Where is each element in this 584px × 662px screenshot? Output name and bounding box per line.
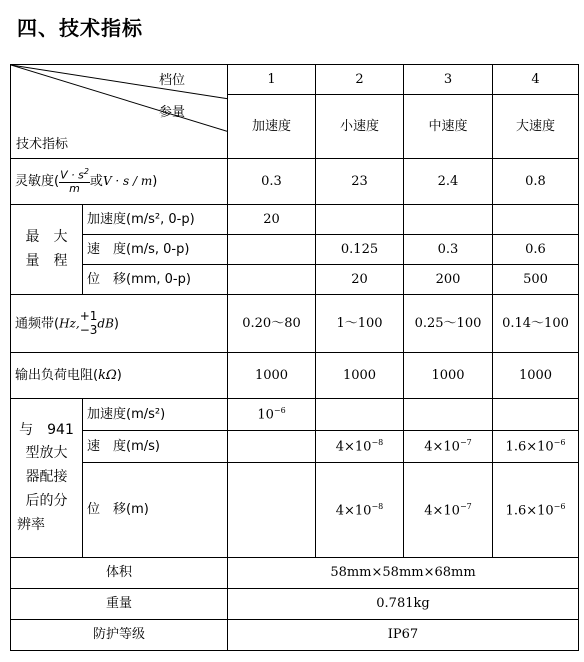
spec-label: 技术指标: [16, 137, 69, 152]
load-resistance-value-3: 1000: [404, 353, 493, 399]
resolution-vel-1: [228, 431, 316, 463]
spec-table: [10, 64, 579, 651]
max-range-vel-3: 0.3: [404, 235, 493, 265]
resolution-vel-2: $4\times 10^{-8}$: [316, 431, 404, 463]
weight-value: 0.781kg: [228, 589, 579, 620]
weight-label: 重量: [11, 589, 228, 620]
gear-3: 3: [404, 65, 493, 95]
load-resistance-label: 输出负荷电阻(kΩ): [11, 353, 228, 399]
resolution-acc-4: [493, 399, 579, 431]
resolution-displacement-label: 位 移(m): [83, 463, 228, 558]
mode-medium-velocity: 中速度: [404, 95, 493, 159]
max-range-vel-1: [228, 235, 316, 265]
max-range-disp-2: 20: [316, 265, 404, 295]
sensitivity-value-3: 2.4: [404, 159, 493, 205]
mode-small-velocity: 小速度: [316, 95, 404, 159]
passband-value-4: 0.14～100: [493, 295, 579, 353]
load-resistance-value-2: 1000: [316, 353, 404, 399]
gear-label: 档位: [159, 73, 186, 88]
header-diagonal-cell: [11, 65, 228, 159]
sensitivity-value-2: 23: [316, 159, 404, 205]
max-range-vel-2: 0.125: [316, 235, 404, 265]
gear-2: 2: [316, 65, 404, 95]
passband-tolerance: +1 −3: [79, 308, 98, 337]
passband-label: 通频带(Hz, +1 −3 dB): [11, 295, 228, 353]
volume-label: 体积: [11, 558, 228, 589]
load-resistance-value-1: 1000: [228, 353, 316, 399]
max-range-group-label: 最 大 量 程: [11, 205, 83, 295]
max-range-acc-3: [404, 205, 493, 235]
protection-label: 防护等级: [11, 620, 228, 651]
max-range-acc-1: 20: [228, 205, 316, 235]
protection-value: IP67: [228, 620, 579, 651]
param-label: 参量: [159, 105, 186, 120]
passband-value-2: 1～100: [316, 295, 404, 353]
max-range-vel-4: 0.6: [493, 235, 579, 265]
sensitivity-value-1: 0.3: [228, 159, 316, 205]
mode-acceleration: 加速度: [228, 95, 316, 159]
resolution-velocity-label: 速 度(m/s): [83, 431, 228, 463]
resolution-acc-3: [404, 399, 493, 431]
volume-value: 58mm×58mm×68mm: [228, 558, 579, 589]
sensitivity-value-4: 0.8: [493, 159, 579, 205]
resolution-acceleration-label: 加速度(m/s²): [83, 399, 228, 431]
gear-1: 1: [228, 65, 316, 95]
max-range-disp-1: [228, 265, 316, 295]
max-range-velocity-label: 速 度(m/s, 0-p): [83, 235, 228, 265]
sensitivity-label: 灵敏度( $\frac{V \cdot s^2}{m}$ 或V · s / m): [11, 159, 228, 205]
gear-4: 4: [493, 65, 579, 95]
max-range-disp-3: 200: [404, 265, 493, 295]
resolution-group-label: 与 941 型放大 器配接 后的分 辨率: [11, 399, 83, 558]
resolution-disp-3: $4\times 10^{-7}$: [404, 463, 493, 558]
passband-value-3: 0.25～100: [404, 295, 493, 353]
max-range-disp-4: 500: [493, 265, 579, 295]
resolution-acc-2: [316, 399, 404, 431]
max-range-acceleration-label: 加速度(m/s², 0-p): [83, 205, 228, 235]
resolution-acc-1: $10^{-6}$: [228, 399, 316, 431]
passband-value-1: 0.20～80: [228, 295, 316, 353]
resolution-disp-1: [228, 463, 316, 558]
sensitivity-fraction: $\frac{V \cdot s^2}{m}$: [60, 167, 89, 195]
resolution-disp-2: $4\times 10^{-8}$: [316, 463, 404, 558]
resolution-vel-3: $4\times 10^{-7}$: [404, 431, 493, 463]
mode-large-velocity: 大速度: [493, 95, 579, 159]
load-resistance-value-4: 1000: [493, 353, 579, 399]
max-range-displacement-label: 位 移(mm, 0-p): [83, 265, 228, 295]
section-heading: 四、技术指标: [17, 16, 143, 40]
resolution-vel-4: $1.6\times 10^{-6}$: [493, 431, 579, 463]
max-range-acc-2: [316, 205, 404, 235]
resolution-disp-4: $1.6\times 10^{-6}$: [493, 463, 579, 558]
max-range-acc-4: [493, 205, 579, 235]
